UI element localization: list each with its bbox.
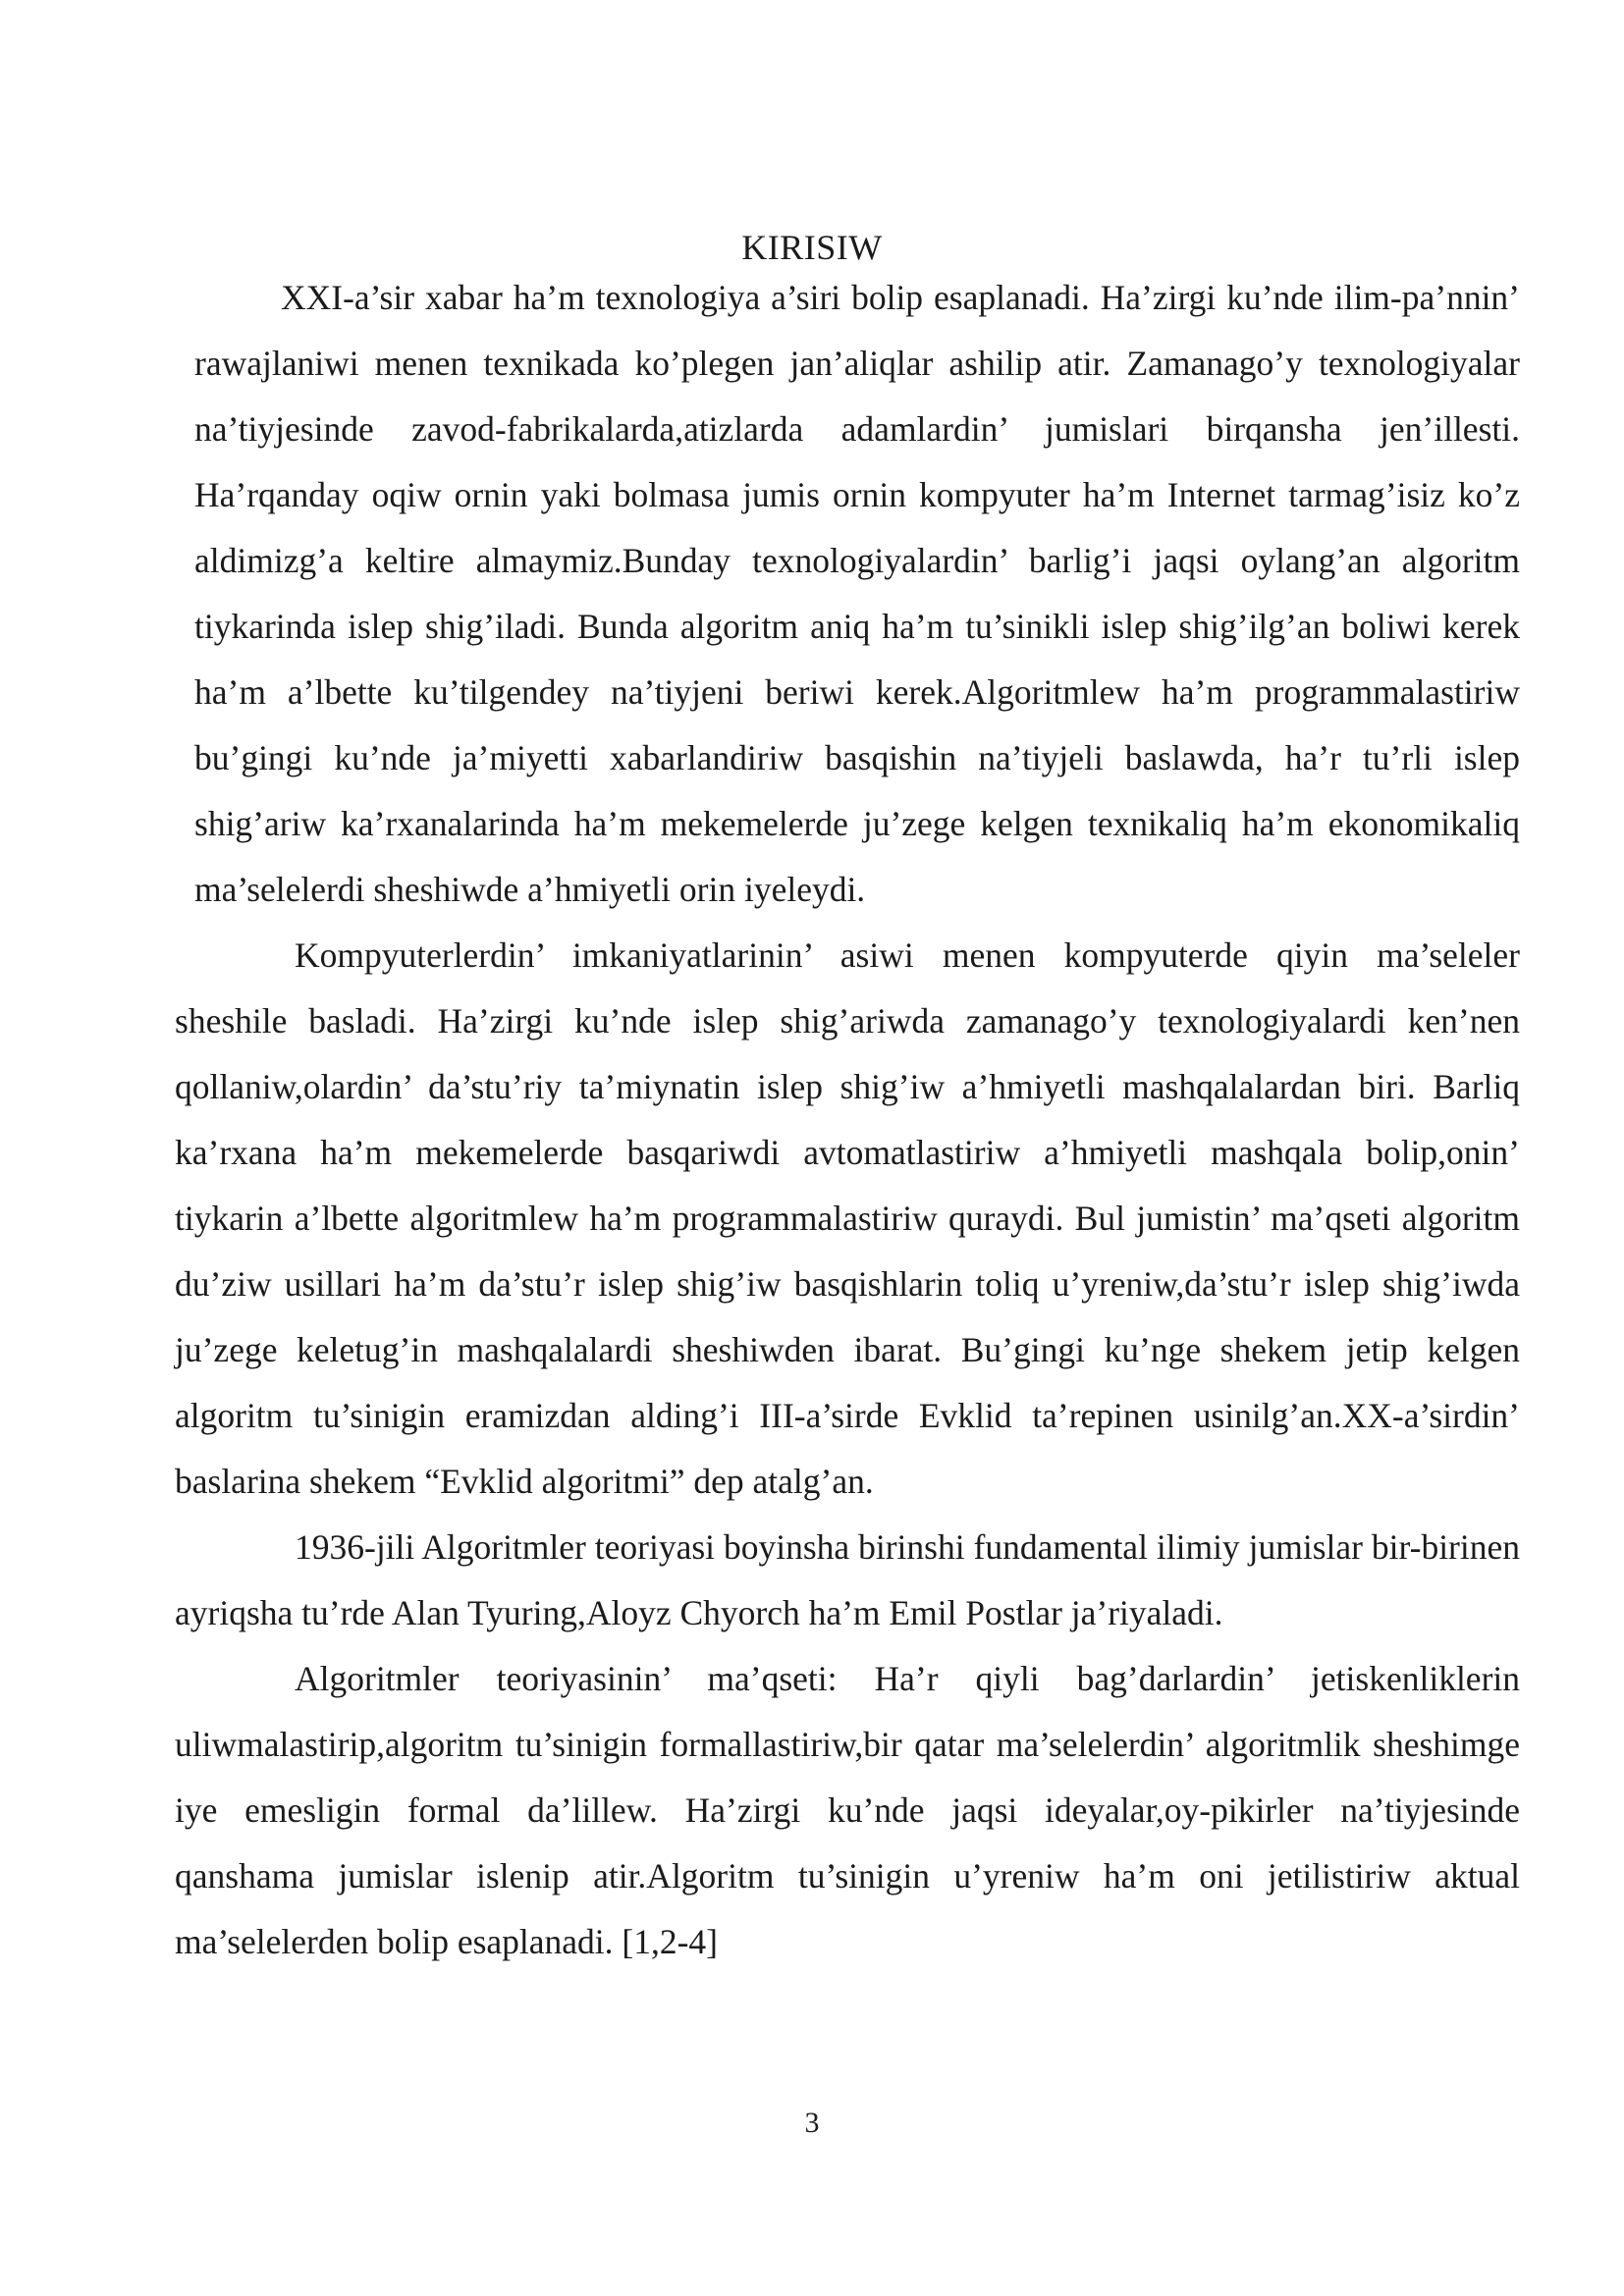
paragraph-computers: Kompyuterlerdin’ imkaniyatlarinin’ asiwi menen kompyuterde qiyin ma’seleler sheshile basladi. Ha’zirgi ku’nde islep shig’ariwda zamanago’y texnologiyalardi ken’nen qollaniw,olardin’ da’stu’riy ta’miynatin islep shig’iw a’hmiyetli mashqalalardan biri. Barliq ka’rxana ha’m mekemelerde basqariwdi avtomatlastiriw a’hmiyetli mashqala bolip,onin’ tiykarin a’lbette algoritmlew ha’m programmalastiriw quraydi. Bul jumistin’ ma’qseti algoritm du’ziw usillari ha’m da’stu’r islep shig’iw basqishlarin toliq u’yreniw,da’stu’r islep shig’iwda ju’zege keletug’in mashqalalardi sheshiwden ibarat. Bu’gingi ku’nge shekem jetip kelgen algoritm tu’sinigin eramizdan alding’i III-a’sirde Evklid ta’repinen usinilg’an.XX-a’sirdin’ baslarina shekem “Evklid algoritmi” dep atalg’an. [175, 935, 1520, 1501]
page-title: KIRISIW [741, 228, 883, 267]
paragraph-1936: 1936-jili Algoritmler teoriyasi boyinsha birinshi fundamental ilimiy jumislar bir-birinen ayriqsha tu’rde Alan Tyuring,Aloyz Chyorch ha’m Emil Postlar ja’riyaladi. [175, 1527, 1520, 1632]
paragraph-theory-goal: Algoritmler teoriyasinin’ ma’qseti: Ha’r qiyli bag’darlardin’ jetiskenliklerin uliwmalastirip,algoritm tu’sinigin formallastiriw,bir qatar ma’selelerdin’ algoritmlik sheshimge iye emesligin formal da’lillew. Ha’zirgi ku’nde jaqsi ideyalar,oy-pikirler na’tiyjesinde qanshama jumislar islenip atir.Algoritm tu’sinigin u’yreniw ha’m oni jetilistiriw aktual ma’selelerden bolip esaplanadi. [1,2-4] [175, 1659, 1520, 1961]
paragraph-introduction: XXI-a’sir xabar ha’m texnologiya a’siri bolip esaplanadi. Ha’zirgi ku’nde ilim-pa’nnin’ rawajlaniwi menen texnikada ko’plegen jan’aliqlar ashilip atir. Zamanago’y texnologiyalar na’tiyjesinde zavod-fabrikalarda,atizlarda adamlardin’ jumislari birqansha jen’illesti. Ha’rqanday oqiw ornin yaki bolmasa jumis ornin kompyuter ha’m Internet tarmag’isiz ko’z aldimizg’a keltire almaymiz.Bunday texnologiyalardin’ barlig’i jaqsi oylang’an algoritm tiykarinda islep shig’iladi. Bunda algoritm aniq ha’m tu’sinikli islep shig’ilg’an boliwi kerek ha’m a’lbette ku’tilgendey na’tiyjeni beriwi kerek.Algoritmlew ha’m programmalastiriw bu’gingi ku’nde ja’miyetti xabarlandiriw basqishin na’tiyjeli baslawda, ha’r tu’rli islep shig’ariw ka’rxanalarinda ha’m mekemelerde ju’zege kelgen texnikaliq ha’m ekonomikaliq ma’selelerdi sheshiwde a’hmiyetli orin iyeleydi. [194, 278, 1520, 909]
body-text [175, 265, 1520, 1975]
page-number: 3 [804, 2107, 820, 2139]
